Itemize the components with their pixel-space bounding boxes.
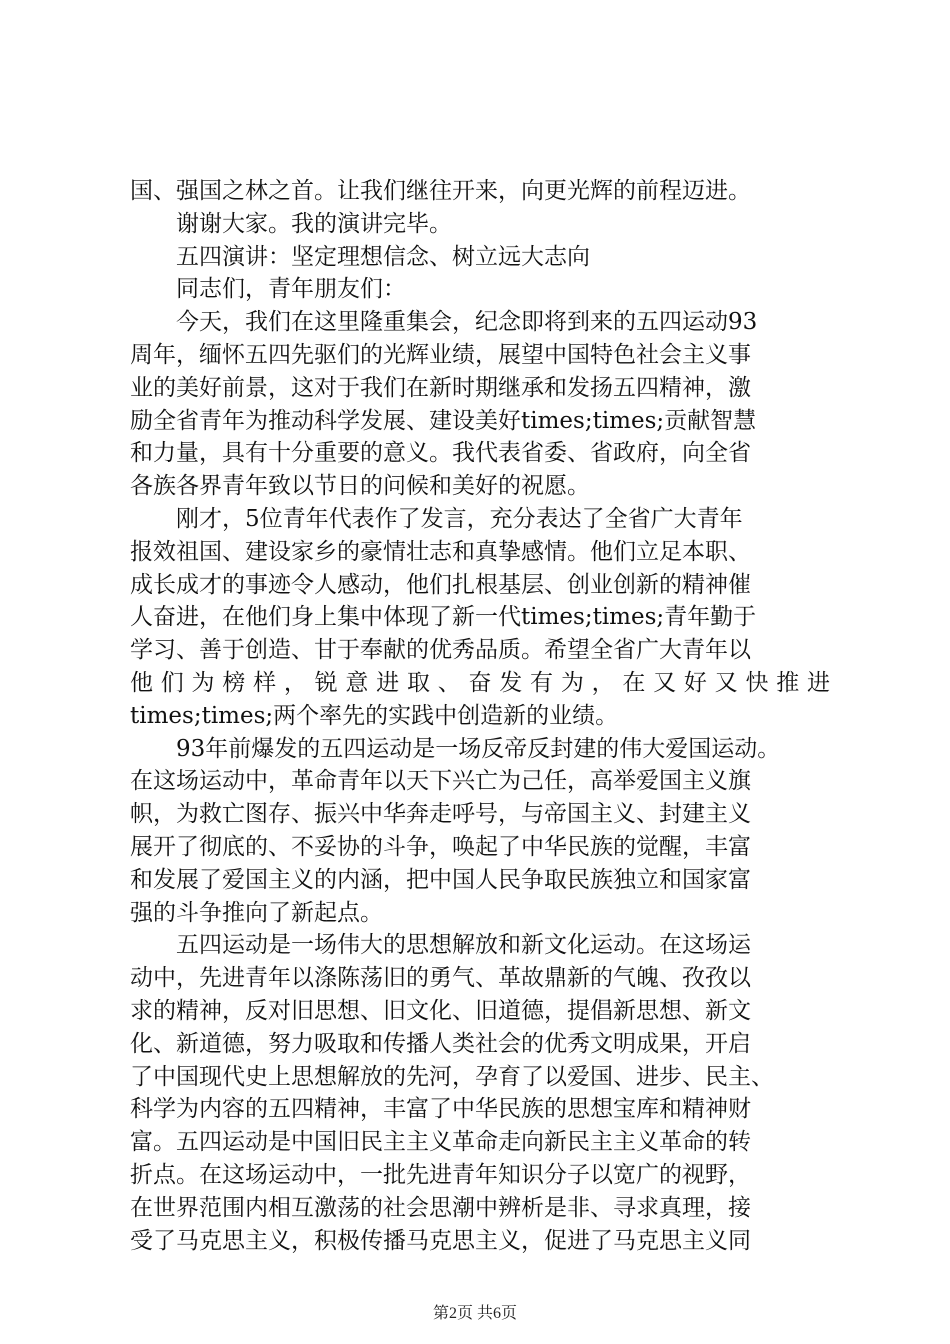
text-line: 帜，为救亡图存、振兴中华奔走呼号，与帝国主义、封建主义 [130, 801, 751, 828]
text-line: 受了马克思主义，积极传播马克思主义，促进了马克思主义同 [130, 1227, 751, 1254]
text-line: 今天，我们在这里隆重集会，纪念即将到来的五四运动93 [176, 309, 758, 336]
text-line: 学习、善于创造、甘于奉献的优秀品质。希望全省广大青年以 [130, 637, 751, 664]
text-line: 人奋进，在他们身上集中体现了新一代times;times;青年勤于 [130, 604, 757, 631]
text-line: 周年，缅怀五四先驱们的光辉业绩，展望中国特色社会主义事 [130, 341, 751, 368]
text-line: 化、新道德，努力吸取和传播人类社会的优秀文明成果，开启 [130, 1030, 751, 1057]
text-line: 他们为榜样，锐意进取、奋发有为，在又好又快推进 [130, 669, 830, 696]
text-line: 报效祖国、建设家乡的豪情壮志和真挚感情。他们立足本职、 [130, 538, 751, 565]
text-line: 五四运动是一场伟大的思想解放和新文化运动。在这场运 [176, 932, 751, 959]
text-line: 了中国现代史上思想解放的先河，孕育了以爱国、进步、民主、 [130, 1063, 774, 1090]
text-line: 强的斗争推向了新起点。 [130, 899, 383, 926]
text-line: 富。五四运动是中国旧民主主义革命走向新民主主义革命的转 [130, 1129, 751, 1156]
text-line: 求的精神，反对旧思想、旧文化、旧道德，提倡新思想、新文 [130, 997, 751, 1024]
text-line: 93年前爆发的五四运动是一场反帝反封建的伟大爱国运动。 [176, 735, 781, 762]
text-line: 国、强国之林之首。让我们继往开来，向更光辉的前程迈进。 [130, 178, 751, 204]
text-line: 五四演讲：坚定理想信念、树立远大志向 [176, 243, 590, 270]
text-line: 和力量，具有十分重要的意义。我代表省委、省政府，向全省 [130, 440, 751, 467]
text-line: 刚才，5位青年代表作了发言，充分表达了全省广大青年 [176, 505, 743, 532]
text-line: 折点。在这场运动中，一批先进青年知识分子以宽广的视野， [130, 1161, 751, 1188]
text-line: 和发展了爱国主义的内涵，把中国人民争取民族独立和国家富 [130, 866, 751, 893]
text-line: 业的美好前景，这对于我们在新时期继承和发扬五四精神，激 [130, 374, 751, 401]
text-line: 在这场运动中，革命青年以天下兴亡为己任，高举爱国主义旗 [130, 768, 751, 795]
text-line: 成长成才的事迹令人感动，他们扎根基层、创业创新的精神催 [130, 571, 751, 598]
text-line: times;times;两个率先的实践中创造新的业绩。 [130, 702, 619, 729]
text-line: 各族各界青年致以节日的问候和美好的祝愿。 [130, 473, 590, 500]
text-line: 在世界范围内相互激荡的社会思潮中辨析是非、寻求真理，接 [130, 1194, 751, 1221]
text-line: 励全省青年为推动科学发展、建设美好times;times;贡献智慧 [130, 407, 757, 434]
text-line: 谢谢大家。我的演讲完毕。 [176, 210, 452, 237]
text-line: 展开了彻底的、不妥协的斗争，唤起了中华民族的觉醒，丰富 [130, 833, 751, 860]
document-body [130, 175, 830, 1257]
text-line: 同志们，青年朋友们： [176, 276, 406, 303]
text-line: 动中，先进青年以涤陈荡旧的勇气、革故鼎新的气魄、孜孜以 [130, 965, 751, 992]
page-number-footer: 第2页 共6页 [432, 1305, 517, 1322]
text-line: 科学为内容的五四精神，丰富了中华民族的思想宝库和精神财 [130, 1096, 751, 1123]
